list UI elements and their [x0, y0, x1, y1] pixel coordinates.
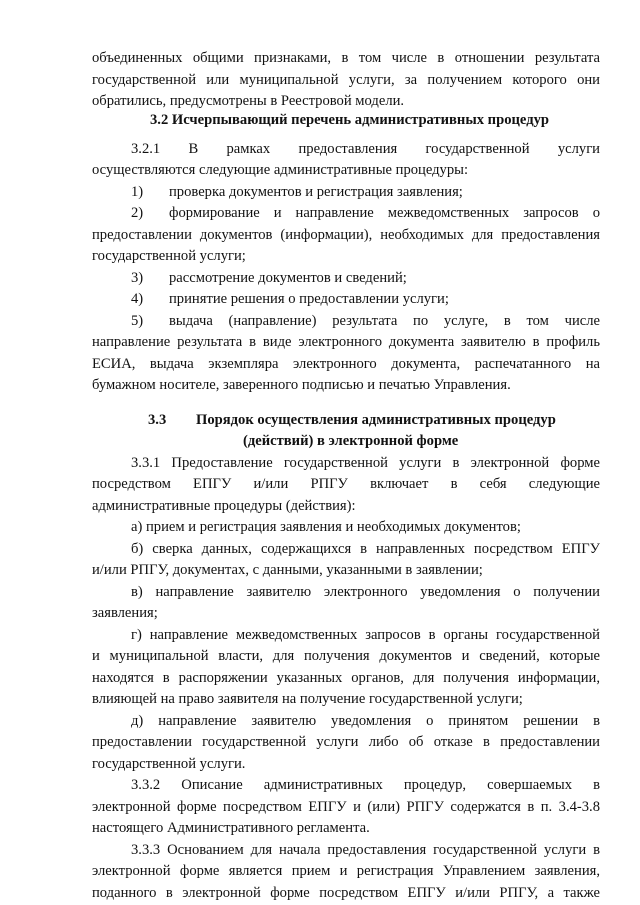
text-line: и/или РПГУ, документах, с данными, указанными в заявлении;: [92, 562, 483, 578]
text-line: в) направление заявителю электронного уведомления о получении: [131, 584, 600, 600]
text-line: проверка документов и регистрация заявления;: [169, 184, 463, 200]
text-line: выдача (направление) результата по услуге, в том числе: [169, 313, 600, 329]
text-line: предоставлении государственной услуги либо об отказе в предоставлении: [92, 734, 600, 750]
text-line: осуществляются следующие административные процедуры:: [92, 162, 469, 178]
text-line: объединенных общими признаками, в том числе в отношении результата: [92, 50, 600, 66]
text-line: а) прием и регистрация заявления и необходимых документов;: [131, 519, 521, 535]
text-line: 3.2.1 В рамках предоставления государственной услуги: [131, 141, 600, 157]
text-line: влияющей на право заявителя на получение государственной услуги;: [92, 691, 523, 707]
text-line: посредством ЕПГУ и/или РПГУ включает в себя следующие: [92, 476, 600, 492]
text-line: находятся в распоряжении указанных органов, для получения информации,: [92, 670, 600, 686]
text-line: государственной услуги;: [92, 248, 246, 264]
text-line: и муниципальной власти, для получения документов и сведений, которые: [92, 648, 600, 664]
section-heading: 3.2 Исчерпывающий перечень административных процедур: [150, 112, 549, 128]
text-line: д) направление заявителю уведомления о принятом решении в: [131, 713, 600, 729]
text-line: электронной форме является прием и регистрация Управлением заявления,: [92, 863, 600, 879]
text-line: 3.3.1 Предоставление государственной услуги в электронной форме: [131, 455, 600, 471]
section-heading: 3.3: [148, 412, 167, 428]
text-line: ЕСИА, выдача экземпляра электронного документа, распечатанного на: [92, 356, 600, 372]
text-line: государственной или муниципальной услуги, за получением которого они: [92, 72, 600, 88]
text-line: бумажном носителе, заверенного подписью и печатью Управления.: [92, 377, 511, 393]
text-line: заявления;: [92, 605, 158, 621]
text-line: г) направление межведомственных запросов в органы государственной: [131, 627, 600, 643]
text-line: направление результата в виде электронного документа заявителю в профиль: [92, 334, 600, 350]
section-heading: (действий) в электронной форме: [243, 433, 459, 449]
text-line: предоставлении документов (информации), необходимых для предоставления: [92, 227, 600, 243]
text-line: поданного в электронной форме посредством ЕПГУ и/или РПГУ, а также: [92, 885, 600, 901]
text-line: 3): [131, 270, 144, 286]
text-line: настоящего Административного регламента.: [92, 820, 370, 836]
text-line: 3.3.2 Описание административных процедур, совершаемых в: [131, 777, 600, 793]
text-line: рассмотрение документов и сведений;: [169, 270, 407, 286]
text-line: 5): [131, 313, 144, 329]
text-line: 3.3.3 Основанием для начала предоставления государственной услуги в: [131, 842, 600, 858]
text-line: административные процедуры (действия):: [92, 498, 356, 514]
text-line: 4): [131, 291, 144, 307]
text-line: принятие решения о предоставлении услуги;: [169, 291, 449, 307]
text-line: обратились, предусмотрены в Реестровой модели.: [92, 93, 405, 109]
text-line: электронной форме посредством ЕПГУ и (или) РПГУ содержатся в п. 3.4-3.8: [92, 799, 600, 815]
text-line: б) сверка данных, содержащихся в направленных посредством ЕПГУ: [131, 541, 600, 557]
text-line: 1): [131, 184, 144, 200]
section-heading: Порядок осуществления административных процедур: [196, 412, 556, 428]
text-line: 2): [131, 205, 144, 221]
text-line: формирование и направление межведомственных запросов о: [169, 205, 600, 221]
text-line: государственной услуги.: [92, 756, 246, 772]
